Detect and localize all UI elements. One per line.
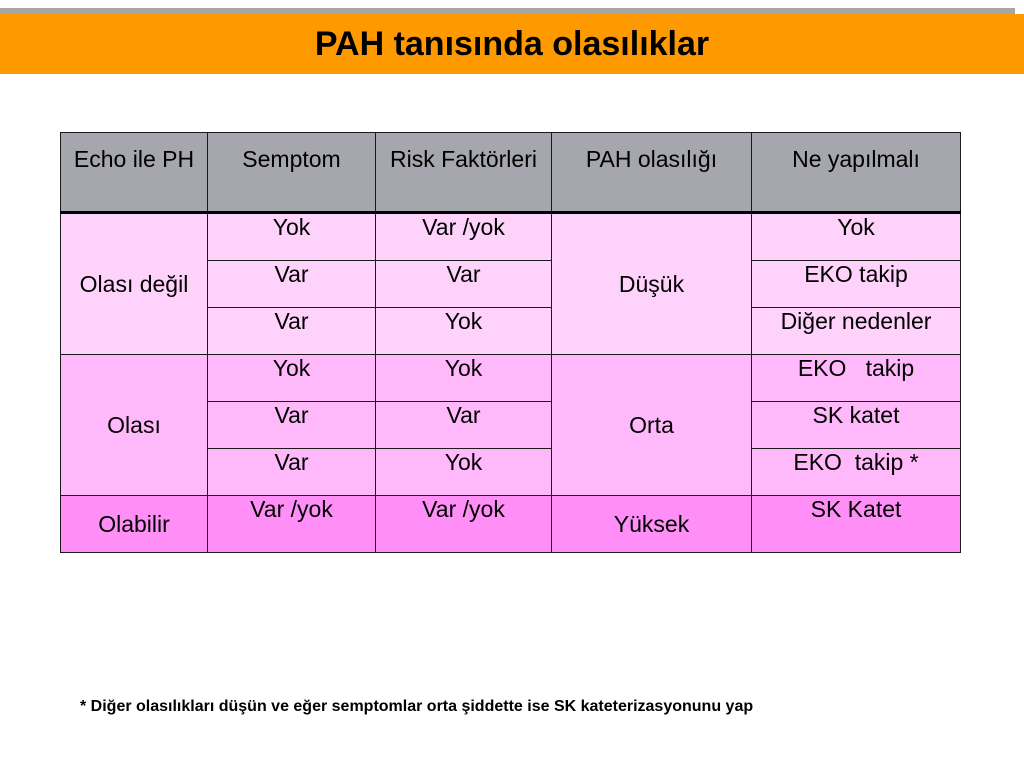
semptom-cell: Var [208,261,376,308]
header-probability: PAH olasılığı [552,133,752,213]
echo-cell: Olası değil [61,213,208,355]
slide-title: PAH tanısında olasılıklar [314,24,710,63]
semptom-cell: Var [208,402,376,449]
semptom-cell: Var [208,449,376,496]
header-risk: Risk Faktörleri [376,133,552,213]
risk-cell: Yok [376,308,552,355]
probability-cell: Yüksek [552,496,752,553]
risk-cell: Var /yok [376,213,552,261]
semptom-cell: Yok [208,355,376,402]
footnote: * Diğer olasılıkları düşün ve eğer semptomlar orta şiddette ise SK kateterizasyonunu yap [80,698,754,715]
action-cell: SK katet [752,402,961,449]
risk-cell: Yok [376,355,552,402]
action-cell: EKO takip * [752,449,961,496]
action-cell: EKO takip [752,261,961,308]
risk-cell: Var [376,261,552,308]
risk-cell: Var /yok [376,496,552,553]
action-cell: EKO takip [752,355,961,402]
action-cell: Yok [752,213,961,261]
semptom-cell: Yok [208,213,376,261]
pah-probability-table [60,132,961,553]
risk-cell: Yok [376,449,552,496]
echo-cell: Olası [61,355,208,496]
table-row [61,213,961,261]
semptom-cell: Var [208,308,376,355]
table-row [61,496,961,553]
risk-cell: Var [376,402,552,449]
action-cell: SK Katet [752,496,961,553]
semptom-cell: Var /yok [208,496,376,553]
header-action: Ne yapılmalı [752,133,961,213]
table-header-row [61,133,961,213]
probability-cell: Düşük [552,213,752,355]
table-row [61,355,961,402]
echo-cell: Olabilir [61,496,208,553]
probability-cell: Orta [552,355,752,496]
action-cell: Diğer nedenler [752,308,961,355]
header-semptom: Semptom [208,133,376,213]
header-echo: Echo ile PH [61,133,208,213]
